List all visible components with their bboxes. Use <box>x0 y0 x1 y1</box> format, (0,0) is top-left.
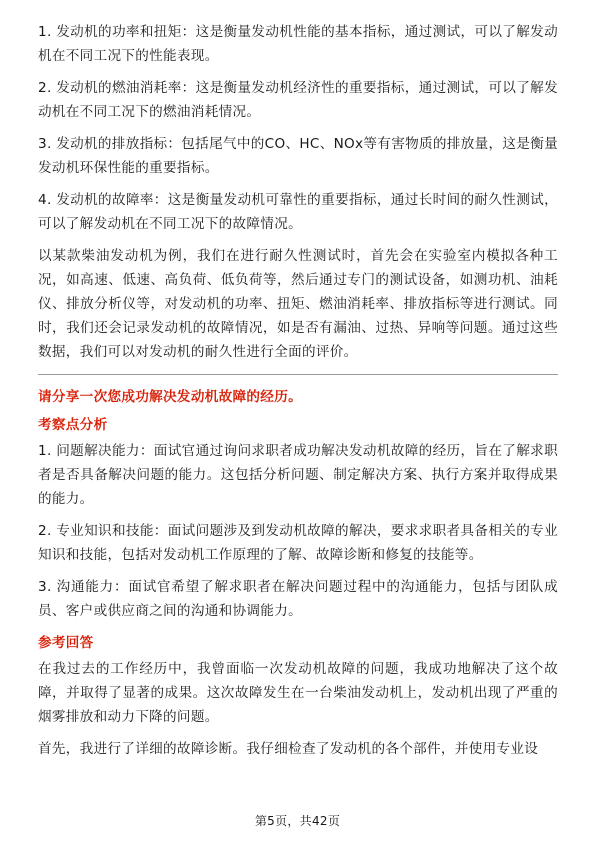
example-paragraph: 以某款柴油发动机为例，我们在进行耐久性测试时，首先会在实验室内模拟各种工况，如高速、低速、高负荷、低负荷等，然后通过专门的测试设备，如测功机、油耗仪、排放分析仪等，对发动机的功率、扭矩、燃油消耗率、排放指标等进行测试。同时，我们还会记录发动机的故障情况，如是否有漏油、过热、异响等问题。通过这些数据，我们可以对发动机的耐久性进行全面的评价。 <box>38 248 558 360</box>
analysis-item-1: 1. 问题解决能力：面试官通过询问求职者成功解决发动机故障的经历，旨在了解求职者是否具备解决问题的能力。这包括分析问题、制定解决方案、执行方案并取得成果的能力。 <box>38 443 558 507</box>
intro-item-2: 2. 发动机的燃油消耗率：这是衡量发动机经济性的重要指标，通过测试，可以了解发动机在不同工况下的燃油消耗情况。 <box>38 80 558 120</box>
answer-paragraph-2: 首先，我进行了详细的故障诊断。我仔细检查了发动机的各个部件，并使用专业设 <box>38 741 539 757</box>
page-content <box>38 20 558 769</box>
intro-item-3: 3. 发动机的排放指标：包括尾气中的CO、HC、NOx等有害物质的排放量，这是衡量发动机环保性能的重要指标。 <box>38 136 558 176</box>
answer-heading: 参考回答 <box>38 635 94 651</box>
answer-paragraph-1: 在我过去的工作经历中，我曾面临一次发动机故障的问题，我成功地解决了这个故障，并取得了显著的成果。这次故障发生在一台柴油发动机上，发动机出现了严重的烟雾排放和动力下降的问题。 <box>38 661 558 725</box>
analysis-item-3: 3. 沟通能力：面试官希望了解求职者在解决问题过程中的沟通能力，包括与团队成员、客户或供应商之间的沟通和协调能力。 <box>38 579 558 619</box>
interview-question: 请分享一次您成功解决发动机故障的经历。 <box>38 389 302 405</box>
intro-item-4: 4. 发动机的故障率：这是衡量发动机可靠性的重要指标，通过长时间的耐久性测试，可以了解发动机在不同工况下的故障情况。 <box>38 192 558 232</box>
section-divider <box>38 374 558 375</box>
analysis-item-2: 2. 专业知识和技能：面试问题涉及到发动机故障的解决，要求求职者具备相关的专业知识和技能，包括对发动机工作原理的了解、故障诊断和修复的技能等。 <box>38 523 558 563</box>
page-number: 第5页，共42页 <box>254 814 341 828</box>
analysis-heading: 考察点分析 <box>38 417 108 433</box>
intro-item-1: 1. 发动机的功率和扭矩：这是衡量发动机性能的基本指标，通过测试，可以了解发动机在不同工况下的性能表现。 <box>38 24 558 64</box>
